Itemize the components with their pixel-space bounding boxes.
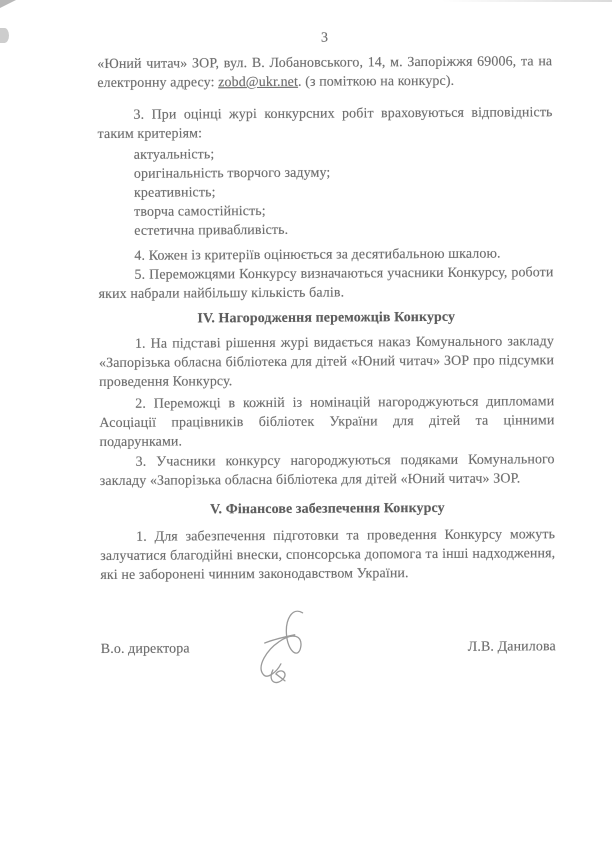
contact-text-after: . (з поміткою на конкурс). [297,73,455,90]
signer-name: Л.В. Данилова [467,639,556,655]
paragraph-criteria-intro: 3. При оцінці журі конкурсних робіт враховуються відповідність таким критеріям: [97,105,553,142]
paragraph-point-5: 5. Переможцями Конкурсу визначаються учасники Конкурсу, роботи яких набрали найбільшу кількість балів. [98,265,554,302]
criteria-item: оригінальність творчого задуму; [133,165,331,182]
signer-role: В.о. директора [100,641,190,657]
email-link: zobd@ukr.net [218,74,299,91]
paragraph-contact-continuation [97,52,552,93]
criteria-item: креативність; [133,185,216,201]
scan-artifact-left-edge [0,28,9,43]
section-iv-paragraph: 3. Учасники конкурсу нагороджуються подяками Комунального закладу «Запорізька обласна бібліотека для дітей «Юний читач» ЗОР. [99,452,555,489]
document-content [97,27,556,659]
criteria-item: актуальність; [133,147,215,163]
scan-artifact-top-edge [442,0,612,2]
signature-block [101,637,556,659]
section-v-heading: V. Фінансове забезпечення Конкурсу [210,500,445,518]
scan-artifact-corner [0,0,16,8]
section-iv-paragraph: 1. На підставі рішення журі видається наказ Комунального закладу «Запорізька обласна бібліотека для дітей «Юний читач» ЗОР про підсумки проведення Конкурсу. [98,334,555,390]
section-iv-paragraph: 2. Переможці в кожній із номінацій нагороджуються дипломами Асоціації працівників бібліотек України для дітей та цінними подарунками. [99,394,555,450]
section-iv-heading: IV. Нагородження переможців Конкурсу [197,309,456,327]
criteria-item: творча самостійність; [134,203,266,220]
criteria-item: естетична привабливість. [134,222,289,239]
handwritten-signature [251,609,315,689]
page-number: 3 [320,30,329,46]
paragraph-point-4: 4. Кожен із критеріїв оцінюється за десятибальною шкалою. [134,246,501,264]
contact-text-before: «Юний читач» ЗОР, вул. В. Лобановського, 14, м. Запоріжжя 69006, та на електронну адресу: [97,54,553,91]
criteria-list [98,143,554,241]
section-v-paragraph: 1. Для забезпечення підготовки та проведення Конкурсу можуть залучатися благодійні внески, спонсорська допомога та інші надходження, які не заборонені чинним законодавством України. [100,527,556,583]
